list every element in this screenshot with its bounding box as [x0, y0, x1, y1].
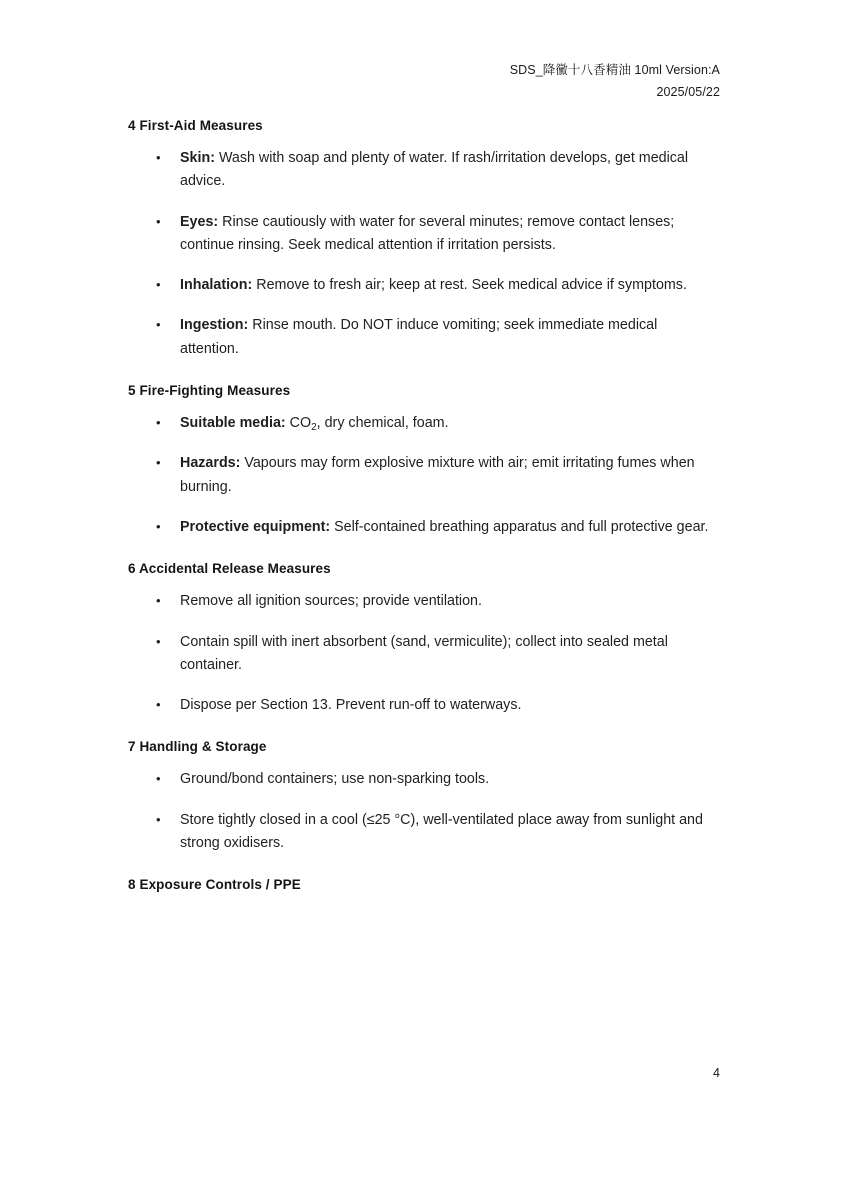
list-item-lead: Hazards: — [180, 455, 241, 472]
page-header — [510, 60, 720, 104]
list-item — [128, 768, 720, 791]
bullet-list — [128, 412, 720, 539]
list-item — [128, 694, 720, 717]
bullet-icon: • — [156, 150, 161, 165]
header-doc-ref: SDS_降黴十八香精油 10ml Version:A — [509, 63, 720, 77]
list-item-lead: Inhalation: — [180, 277, 253, 294]
bullet-list — [128, 768, 720, 855]
bullet-list — [128, 590, 720, 717]
list-item-text: Rinse mouth. Do NOT induce vomiting; seek immediate medical attention. — [180, 317, 658, 357]
section-title: 5 Fire-Fighting Measures — [128, 383, 291, 399]
list-item-text: Self-contained breathing apparatus and full protective gear. — [330, 518, 709, 535]
bullet-icon: • — [156, 317, 161, 333]
bullet-icon: • — [156, 771, 161, 787]
list-item — [128, 516, 720, 539]
list-item-text: Vapours may form explosive mixture with air; emit irritating fumes when burning. — [180, 455, 695, 495]
bullet-icon: • — [156, 518, 161, 534]
page-number: 4 — [713, 1066, 720, 1080]
list-item — [128, 809, 720, 856]
list-item-lead: Skin: — [180, 150, 215, 166]
list-item-lead: Ingestion: — [180, 317, 249, 334]
bullet-list — [128, 147, 720, 361]
list-item-text: Rinse cautiously with water for several minutes; remove contact lenses; continue rinsing. Seek medical attention if irritation persists. — [180, 213, 675, 253]
section-fire-fighting-measures — [128, 383, 720, 539]
list-item — [128, 412, 720, 435]
section-handling-storage — [128, 739, 720, 855]
bullet-icon: • — [156, 213, 161, 229]
section-title: 6 Accidental Release Measures — [128, 561, 331, 577]
section-title: 7 Handling & Storage — [128, 739, 267, 755]
bullet-icon: • — [156, 455, 161, 471]
list-item — [128, 631, 720, 678]
list-item-text: Wash with soap and plenty of water. If rash/irritation develops, get medical advice. — [180, 150, 689, 190]
list-item-lead: Eyes: — [180, 213, 219, 230]
list-item-text: Remove to fresh air; keep at rest. Seek medical advice if symptoms. — [252, 277, 687, 294]
section-title: 8 Exposure Controls / PPE — [128, 877, 301, 893]
bullet-icon: • — [156, 811, 161, 827]
list-item-text: Dispose per Section 13. Prevent run-off to waterways. — [180, 697, 522, 714]
subscript: 2 — [311, 422, 317, 434]
list-item — [128, 452, 720, 499]
list-item — [128, 314, 720, 361]
bullet-icon: • — [156, 697, 161, 713]
list-item-text: Contain spill with inert absorbent (sand, vermiculite); collect into sealed metal container. — [180, 633, 668, 673]
list-item-text: Remove all ignition sources; provide ventilation. — [180, 593, 482, 610]
section-exposure-controls-ppe — [128, 877, 720, 892]
section-accidental-release-measures — [128, 561, 720, 717]
list-item — [128, 211, 720, 258]
list-item-lead: Protective equipment: — [180, 518, 331, 535]
section-first-aid-measures — [128, 118, 720, 361]
bullet-icon: • — [156, 633, 161, 649]
list-item — [128, 147, 720, 194]
list-item — [128, 590, 720, 613]
document-body — [128, 118, 720, 906]
list-item-lead: Suitable media: — [180, 415, 286, 432]
list-item-text: Ground/bond containers; use non-sparking tools. — [180, 771, 490, 788]
list-item — [128, 274, 720, 297]
header-date: 2025/05/22 — [656, 84, 720, 99]
bullet-icon: • — [156, 593, 161, 609]
bullet-icon: • — [156, 277, 161, 293]
list-item-text-pre: CO — [285, 415, 312, 432]
list-item-text-post: , dry chemical, foam. — [316, 415, 449, 432]
section-title: 4 First-Aid Measures — [128, 118, 263, 133]
list-item-text: Store tightly closed in a cool (≤25 °C), well-ventilated place away from sunlight and strong oxidisers. — [180, 811, 703, 852]
bullet-icon: • — [156, 415, 161, 431]
